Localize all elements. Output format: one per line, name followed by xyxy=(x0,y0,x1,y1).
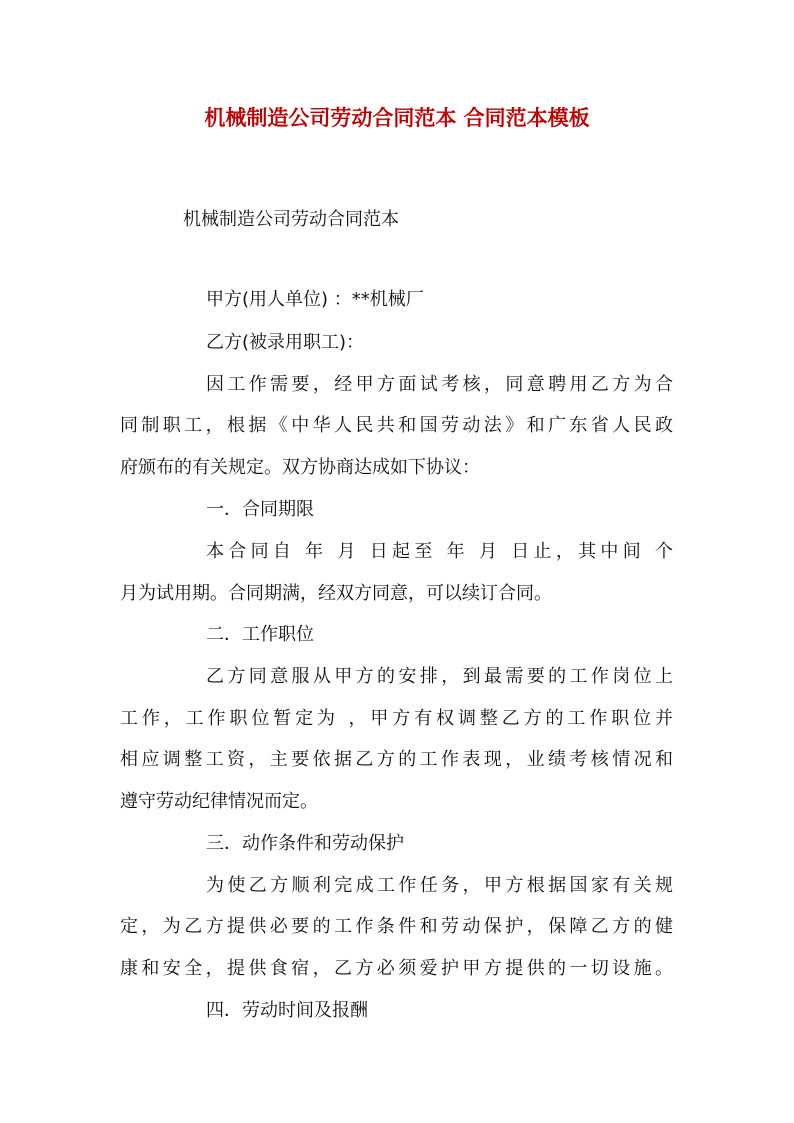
document-title: 机械制造公司劳动合同范本 合同范本模板 xyxy=(204,105,590,130)
party-b-line: 乙方(被录用职工)： xyxy=(206,332,365,353)
section-heading: 四．劳动时间及报酬 xyxy=(206,1000,368,1021)
paragraph-line: 遵守劳动纪律情况而定。 xyxy=(120,791,318,812)
paragraph-line: 为使乙方顺利完成工作任务，甲方根据国家有关规 xyxy=(206,875,673,896)
paragraph-line: 因工作需要，经甲方面试考核，同意聘用乙方为合 xyxy=(206,374,673,395)
paragraph-line: 工作，工作职位暂定为 ，甲方有权调整乙方的工作职位并 xyxy=(120,708,673,729)
paragraph-line: 同制职工，根据《中华人民共和国劳动法》和广东省人民政 xyxy=(120,415,673,436)
paragraph-line: 康和安全，提供食宿，乙方必须爱护甲方提供的一切设施。 xyxy=(120,958,673,979)
paragraph-line: 月为试用期。合同期满，经双方同意，可以续订合同。 xyxy=(120,583,552,604)
paragraph-line: 相应调整工资，主要依据乙方的工作表现，业绩考核情况和 xyxy=(120,749,673,770)
section-heading: 一．合同期限 xyxy=(206,499,314,520)
paragraph-line: 定，为乙方提供必要的工作条件和劳动保护，保障乙方的健 xyxy=(120,916,673,937)
contract-subtitle: 机械制造公司劳动合同范本 xyxy=(183,209,399,230)
paragraph-line: 府颁布的有关规定。双方协商达成如下协议： xyxy=(120,457,480,478)
paragraph-line: 本合同自 年 月 日起至 年 月 日止，其中间 个 xyxy=(206,541,673,562)
section-heading: 二．工作职位 xyxy=(206,624,314,645)
paragraph-line: 乙方同意服从甲方的安排，到最需要的工作岗位上 xyxy=(206,666,673,687)
party-a-line: 甲方(用人单位) ：**机械厂 xyxy=(206,289,424,310)
section-heading: 三．动作条件和劳动保护 xyxy=(206,833,404,854)
